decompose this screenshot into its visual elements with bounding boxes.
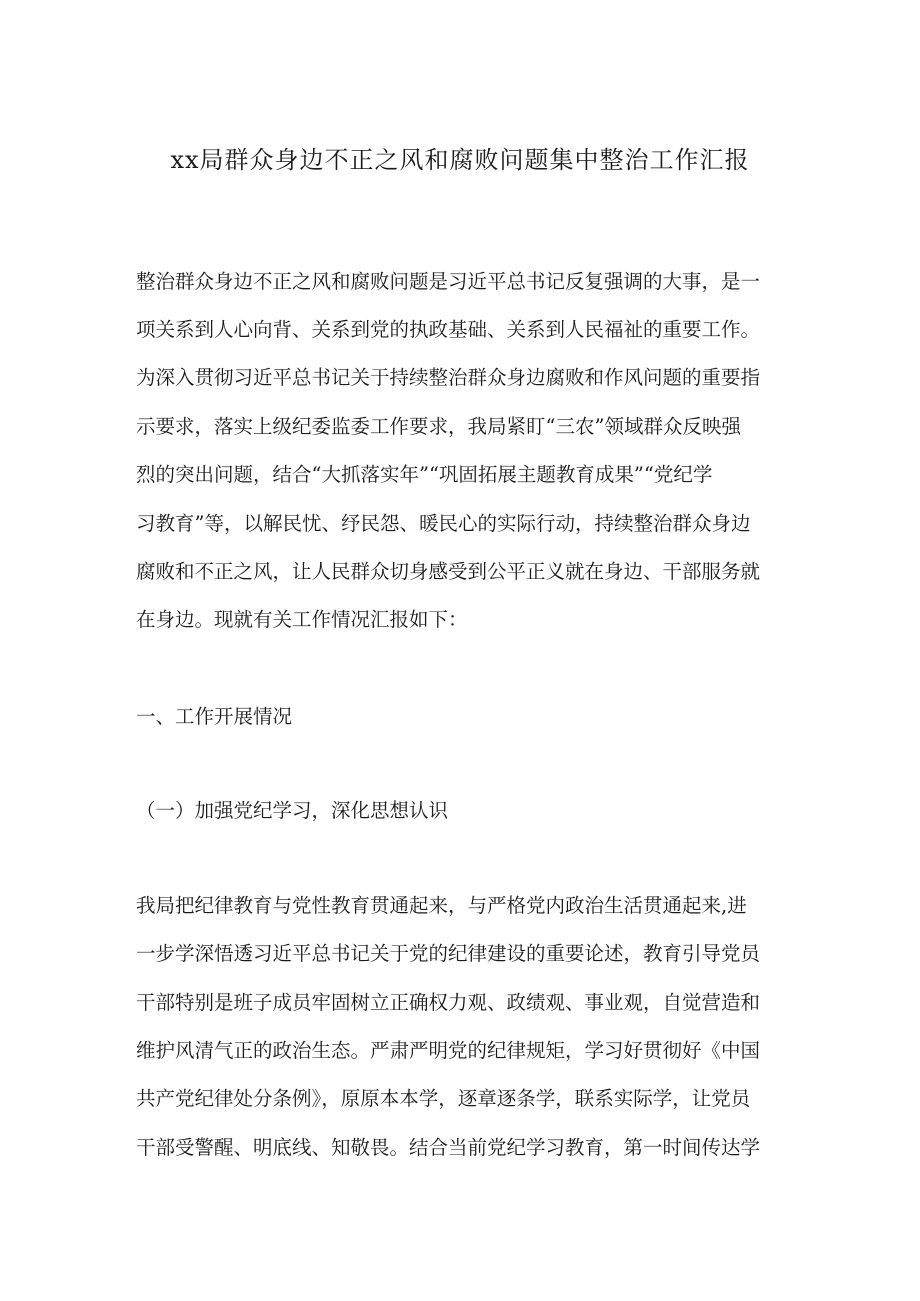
intro-line: 整治群众身边不正之风和腐败问题是习近平总书记反复强调的大事，是一 [136, 270, 761, 293]
body-line: 干部特别是班子成员牢固树立正确权力观、政绩观、事业观，自觉营造和 [136, 991, 761, 1014]
intro-line: 习教育”等，以解民忧、纾民怨、暖民心的实际行动，持续整治群众身边 [136, 512, 751, 535]
body-line: 我局把纪律教育与党性教育贯通起来，与严格党内政治生活贯通起来,进 [136, 894, 747, 917]
section-heading: 一、工作开展情况 [136, 705, 293, 728]
intro-line: 腐败和不正之风，让人民群众切身感受到公平正义就在身边、干部服务就 [136, 560, 761, 583]
body-line: 共产党纪律处分条例》，原原本本学，逐章逐条学，联系实际学，让党员 [136, 1087, 751, 1110]
subsection-heading: （一）加强党纪学习，深化思想认识 [136, 799, 449, 822]
body-line: 一步学深悟透习近平总书记关于党的纪律建设的重要论述，教育引导党员 [136, 942, 761, 965]
document-title: xx局群众身边不正之风和腐败问题集中整治工作汇报 [170, 146, 750, 174]
intro-line: 项关系到人心向背、关系到党的执政基础、关系到人民福祉的重要工作。 [136, 318, 761, 341]
intro-line: 示要求，落实上级纪委监委工作要求，我局紧盯“三农”领域群众反映强 [136, 415, 741, 438]
intro-line: 烈的突出问题，结合“大抓落实年”“巩固拓展主题教育成果”“党纪学 [136, 463, 713, 486]
intro-line: 为深入贯彻习近平总书记关于持续整治群众身边腐败和作风问题的重要指 [136, 366, 761, 389]
intro-line: 在身边。现就有关工作情况汇报如下： [136, 608, 468, 631]
body-line: 干部受警醒、明底线、知敬畏。结合当前党纪学习教育，第一时间传达学 [136, 1136, 761, 1159]
body-line: 维护风清气正的政治生态。严肃严明党的纪律规矩，学习好贯彻好《中国 [136, 1039, 761, 1062]
